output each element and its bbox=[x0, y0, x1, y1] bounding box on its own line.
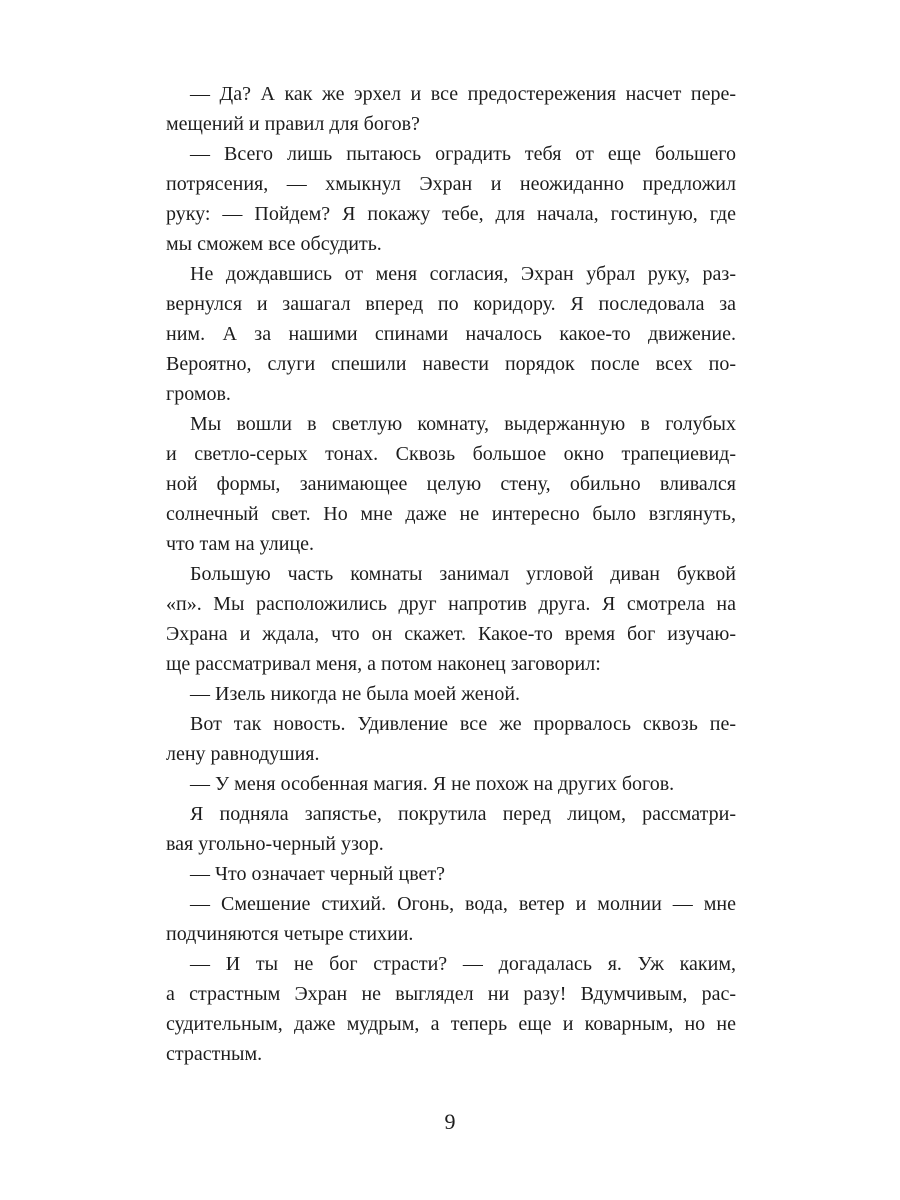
text-line: мещений и правил для богов? bbox=[166, 113, 420, 135]
text-line: — Смешение стихий. Огонь, вода, ветер и молнии — мне bbox=[190, 893, 736, 915]
text-line: ним. А за нашими спинами началось какое-то движение. bbox=[166, 323, 736, 345]
paragraph bbox=[166, 799, 736, 859]
text-line: судительным, даже мудрым, а теперь еще и коварным, но не bbox=[166, 1013, 736, 1035]
text-line: солнечный свет. Но мне даже не интересно было взглянуть, bbox=[166, 503, 736, 525]
paragraph bbox=[166, 259, 736, 409]
paragraph bbox=[166, 79, 736, 139]
text-line: потрясения, — хмыкнул Эхран и неожиданно предложил bbox=[166, 173, 736, 195]
text-line: Большую часть комнаты занимал угловой диван буквой bbox=[190, 563, 736, 585]
text-line: подчиняются четыре стихии. bbox=[166, 923, 414, 945]
paragraph bbox=[166, 559, 736, 679]
paragraph bbox=[166, 709, 736, 769]
text-line: Эхрана и ждала, что он скажет. Какое-то время бог изучаю- bbox=[166, 623, 736, 645]
text-line: громов. bbox=[166, 383, 231, 405]
text-line: вернулся и зашагал вперед по коридору. Я последовала за bbox=[166, 293, 736, 315]
text-line: — Изель никогда не была моей женой. bbox=[190, 683, 521, 705]
text-line: что там на улице. bbox=[166, 533, 315, 555]
text-line: Я подняла запястье, покрутила перед лицом, рассматри- bbox=[190, 803, 736, 825]
text-line: ще рассматривал меня, а потом наконец заговорил: bbox=[166, 653, 601, 675]
text-line: ной формы, занимающее целую стену, обильно вливался bbox=[166, 473, 736, 495]
text-line: — У меня особенная магия. Я не похож на других богов. bbox=[190, 773, 675, 795]
paragraph bbox=[166, 769, 736, 799]
text-line: а страстным Эхран не выглядел ни разу! Вдумчивым, рас- bbox=[166, 983, 736, 1005]
paragraph bbox=[166, 139, 736, 259]
text-line: страстным. bbox=[166, 1043, 263, 1065]
text-line: Мы вошли в светлую комнату, выдержанную в голубых bbox=[190, 413, 736, 435]
paragraph bbox=[166, 859, 736, 889]
text-line: «п». Мы расположились друг напротив друга. Я смотрела на bbox=[166, 593, 736, 615]
text-line: Не дождавшись от меня согласия, Эхран убрал руку, раз- bbox=[190, 263, 736, 285]
text-line: лену равнодушия. bbox=[166, 743, 320, 765]
page-number: 9 bbox=[444, 1109, 456, 1134]
text-line: вая угольно-черный узор. bbox=[166, 833, 384, 855]
text-line: — Что означает черный цвет? bbox=[190, 863, 446, 885]
page-body-text bbox=[166, 79, 736, 1069]
text-line: руку: — Пойдем? Я покажу тебе, для начала, гостиную, где bbox=[166, 203, 736, 225]
text-line: и светло-серых тонах. Сквозь большое окно трапециевид- bbox=[166, 443, 736, 465]
text-line: — Да? А как же эрхел и все предостережения насчет пере- bbox=[190, 83, 736, 105]
text-line: — Всего лишь пытаюсь оградить тебя от еще большего bbox=[190, 143, 736, 165]
text-line: Вот так новость. Удивление все же прорвалось сквозь пе- bbox=[190, 713, 736, 735]
text-line: — И ты не бог страсти? — догадалась я. Уж каким, bbox=[190, 953, 736, 975]
paragraph bbox=[166, 949, 736, 1069]
paragraph bbox=[166, 889, 736, 949]
paragraph bbox=[166, 679, 736, 709]
paragraph bbox=[166, 409, 736, 559]
text-line: мы сможем все обсудить. bbox=[166, 233, 382, 255]
text-line: Вероятно, слуги спешили навести порядок после всех по- bbox=[166, 353, 736, 375]
